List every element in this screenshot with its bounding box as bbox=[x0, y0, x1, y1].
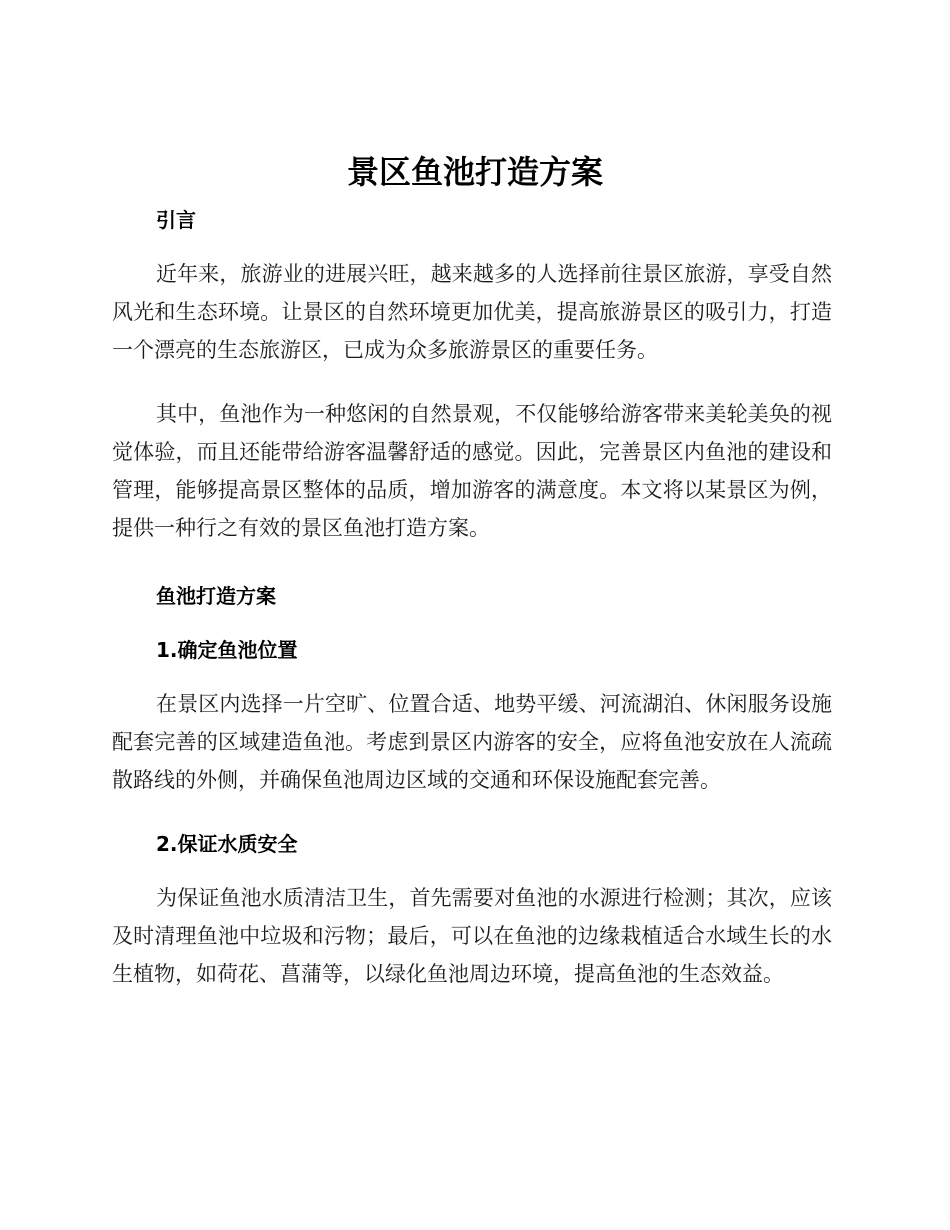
heading-water-quality: 2.保证水质安全 bbox=[156, 832, 298, 856]
heading-introduction: 引言 bbox=[156, 208, 196, 232]
paragraph-intro-2: 其中，鱼池作为一种悠闲的自然景观，不仅能够给游客带来美轮美奂的视觉体验，而且还能带给游客温馨舒适的感觉。因此，完善景区内鱼池的建设和管理，能够提高景区整体的品质，增加游客的满意度。本文将以某景区为例，提供一种行之有效的景区鱼池打造方案。 bbox=[112, 402, 832, 540]
heading-fish-pond-plan: 鱼池打造方案 bbox=[156, 584, 276, 608]
paragraph-water-quality: 为保证鱼池水质清洁卫生，首先需要对鱼池的水源进行检测；其次，应该及时清理鱼池中垃圾和污物；最后，可以在鱼池的边缘栽植适合水域生长的水生植物，如荷花、菖蒲等，以绿化鱼池周边环境，提高鱼池的生态效益。 bbox=[112, 886, 832, 986]
paragraph-pond-location: 在景区内选择一片空旷、位置合适、地势平缓、河流湖泊、休闲服务设施配套完善的区域建造鱼池。考虑到景区内游客的安全，应将鱼池安放在人流疏散路线的外侧，并确保鱼池周边区域的交通和环保设施配套完善。 bbox=[112, 692, 832, 792]
heading-pond-location: 1.确定鱼池位置 bbox=[156, 638, 298, 662]
document-title: 景区鱼池打造方案 bbox=[346, 153, 603, 191]
paragraph-intro-1: 近年来，旅游业的进展兴旺，越来越多的人选择前往景区旅游，享受自然风光和生态环境。让景区的自然环境更加优美，提高旅游景区的吸引力，打造一个漂亮的生态旅游区，已成为众多旅游景区的重要任务。 bbox=[112, 262, 832, 362]
